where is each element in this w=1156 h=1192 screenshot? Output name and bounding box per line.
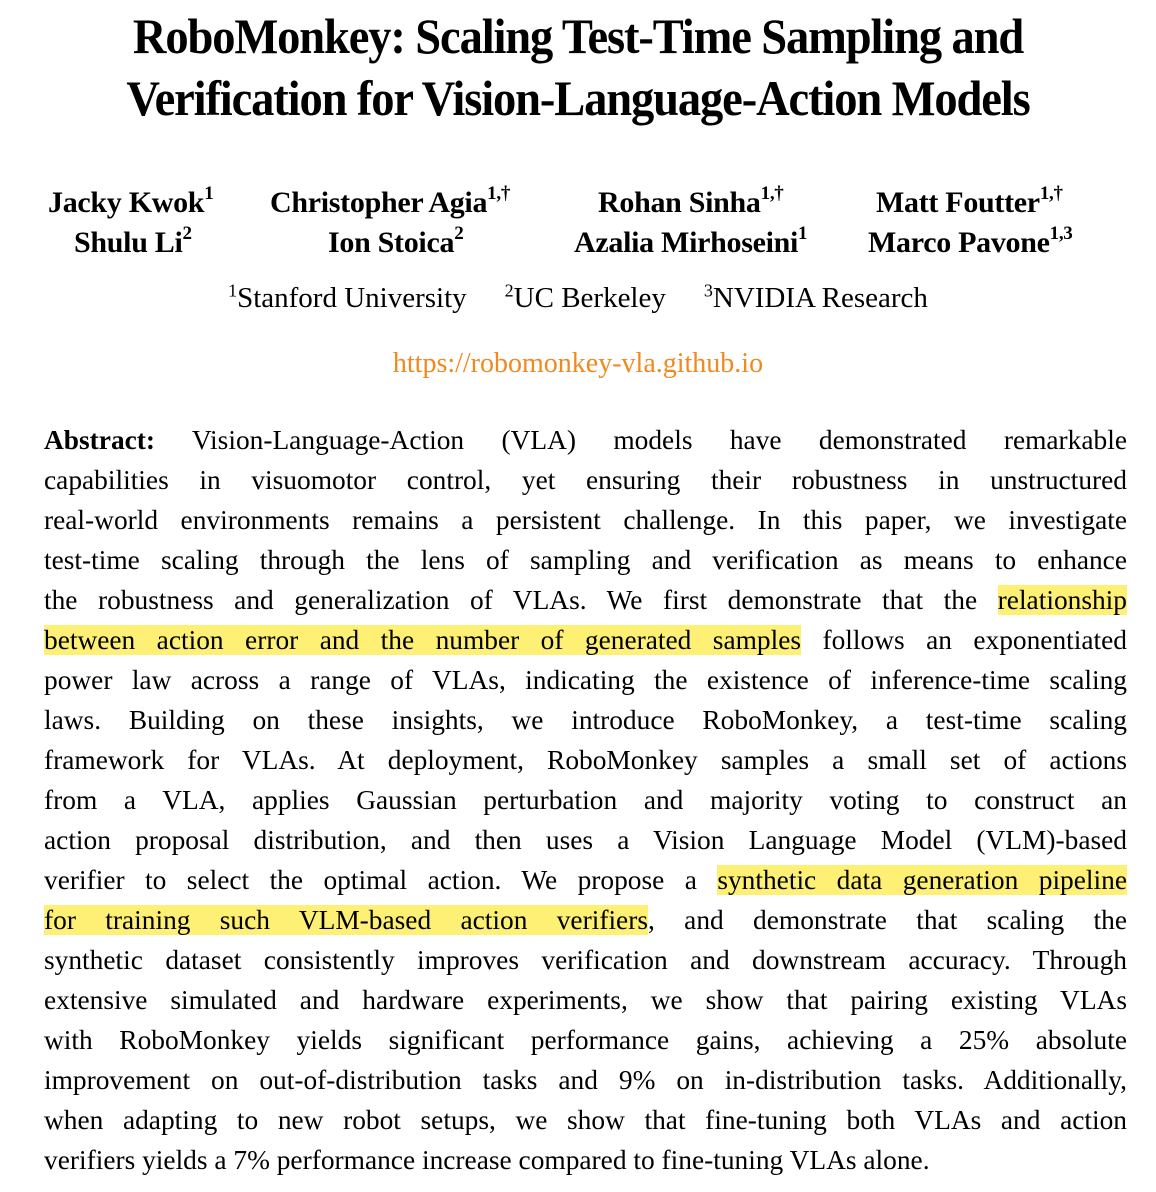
abstract-line — [44, 501, 1127, 539]
abstract-line — [44, 581, 1127, 619]
abstract-text: laws. Building on these insights, we introduce RoboMonkey, a test-time scaling — [44, 705, 1127, 735]
author-name: Marco Pavone — [868, 226, 1050, 259]
abstract-text: with RoboMonkey yields significant performance gains, achieving a 25% absolute — [44, 1025, 1127, 1055]
abstract-text: action proposal distribution, and then uses a Vision Language Model (VLM)-based — [44, 825, 1127, 855]
highlighted-text: for training such VLM-based action verifiers — [44, 905, 648, 935]
abstract-label: Abstract: — [44, 425, 156, 455]
affiliation-name: UC Berkeley — [513, 281, 666, 314]
author-ion-stoica — [328, 218, 463, 261]
abstract-line — [44, 861, 1127, 899]
abstract-line — [44, 781, 1127, 819]
paper-title-line-2: Verification for Vision-Language-Action Models — [126, 70, 1030, 126]
affiliations — [0, 280, 1156, 315]
abstract-line — [44, 1061, 1127, 1099]
abstract-line — [44, 1021, 1127, 1059]
highlighted-text: between action error and the number of generated samples — [44, 625, 802, 655]
abstract-text: synthetic dataset consistently improves verification and downstream accuracy. Through — [44, 945, 1127, 975]
abstract-text: verifiers yields a 7% performance increase compared to fine-tuning VLAs alone. — [44, 1145, 930, 1175]
affiliation-stanford — [228, 282, 467, 314]
author-name: Matt Foutter — [876, 186, 1040, 219]
abstract-text: from a VLA, applies Gaussian perturbation and majority voting to construct an — [44, 785, 1127, 815]
author-affiliation-mark: 2 — [454, 223, 464, 244]
affiliation-mark: 1 — [228, 280, 238, 300]
abstract-line — [44, 661, 1127, 699]
author-affiliation-mark: 1,† — [487, 183, 511, 204]
affiliation-name: NVIDIA Research — [712, 281, 928, 314]
affiliation-nvidia — [704, 282, 928, 314]
abstract-text: verifier to select the optimal action. We propose a — [44, 865, 718, 895]
author-affiliation-mark: 1 — [204, 183, 214, 204]
author-christopher-agia — [270, 178, 510, 221]
abstract-line — [44, 421, 1127, 459]
affiliation-mark: 3 — [703, 280, 713, 300]
abstract-text: power law across a range of VLAs, indicating the existence of inference-time scaling — [44, 665, 1127, 695]
paper-title-line-1: RoboMonkey: Scaling Test-Time Sampling and — [132, 8, 1024, 64]
author-name: Christopher Agia — [270, 186, 488, 219]
abstract-line — [44, 901, 1127, 939]
abstract-line — [44, 741, 1127, 779]
author-affiliation-mark: 1,† — [1039, 183, 1063, 204]
abstract-text: improvement on out-of-distribution tasks and 9% on in-distribution tasks. Additionally, — [44, 1065, 1127, 1095]
abstract-line — [44, 701, 1127, 739]
author-name: Shulu Li — [74, 226, 183, 259]
author-name: Jacky Kwok — [48, 186, 205, 219]
author-marco-pavone — [868, 218, 1073, 261]
author-matt-foutter — [876, 178, 1063, 221]
abstract-text: Vision-Language-Action (VLA) models have demonstrated remarkable — [155, 425, 1127, 455]
abstract-text: real-world environments remains a persistent challenge. In this paper, we investigate — [44, 505, 1127, 535]
abstract-line — [44, 941, 1127, 979]
abstract-line — [44, 981, 1127, 1019]
author-name: Azalia Mirhoseini — [574, 226, 799, 259]
affiliation-mark: 2 — [504, 280, 514, 300]
abstract-line — [44, 621, 1127, 659]
abstract-text: , and demonstrate that scaling the — [648, 905, 1127, 935]
author-affiliation-mark: 1,† — [760, 183, 784, 204]
author-affiliation-mark: 1,3 — [1049, 223, 1073, 244]
author-shulu-li — [74, 218, 192, 261]
author-affiliation-mark: 2 — [182, 223, 192, 244]
abstract-line — [44, 461, 1127, 499]
abstract-text: framework for VLAs. At deployment, RoboMonkey samples a small set of actions — [44, 745, 1127, 775]
author-affiliation-mark: 1 — [798, 223, 808, 244]
abstract-text: follows an exponentiated — [801, 625, 1127, 655]
abstract-line — [44, 821, 1127, 859]
abstract-line — [44, 1101, 1127, 1139]
author-jacky-kwok — [48, 178, 213, 221]
project-url-link[interactable]: https://robomonkey-vla.github.io — [392, 348, 764, 379]
affiliation-berkeley — [505, 282, 666, 314]
author-rohan-sinha — [598, 178, 783, 221]
abstract-text: when adapting to new robot setups, we show that fine-tuning both VLAs and action — [44, 1105, 1127, 1135]
abstract-line — [44, 1141, 1127, 1179]
abstract-text: the robustness and generalization of VLAs. We first demonstrate that the — [44, 585, 998, 615]
highlighted-text: synthetic data generation pipeline — [717, 865, 1127, 895]
affiliation-name: Stanford University — [237, 281, 467, 314]
abstract-text: capabilities in visuomotor control, yet ensuring their robustness in unstructured — [44, 465, 1127, 495]
abstract-text: extensive simulated and hardware experiments, we show that pairing existing VLAs — [44, 985, 1127, 1015]
abstract-line — [44, 541, 1127, 579]
abstract-text: test-time scaling through the lens of sampling and verification as means to enhance — [44, 545, 1127, 575]
author-name: Rohan Sinha — [598, 186, 761, 219]
highlighted-text: relationship — [997, 585, 1127, 615]
author-azalia-mirhoseini — [574, 218, 807, 261]
author-name: Ion Stoica — [328, 226, 455, 259]
